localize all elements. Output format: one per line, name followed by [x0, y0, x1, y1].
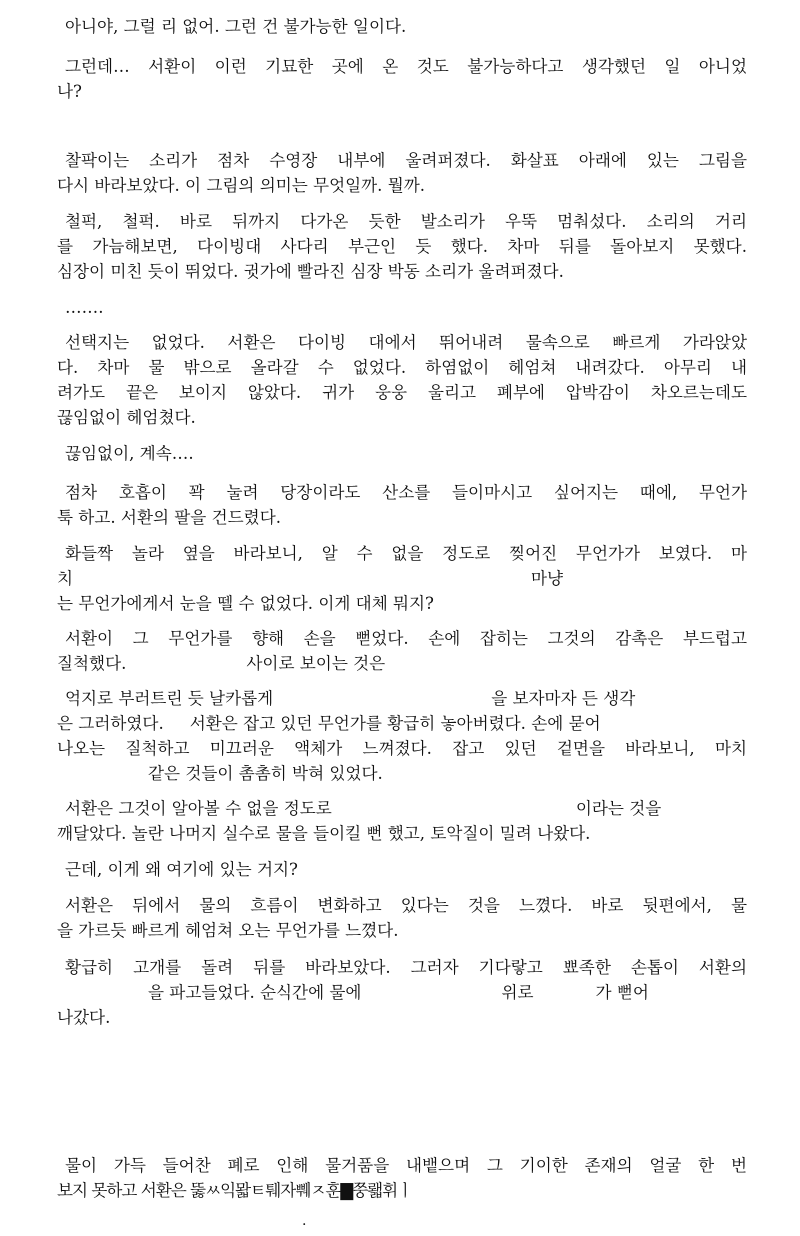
text-line	[57, 761, 747, 786]
text-fragment: 같은 것들이 촘촘히 박혀 있었다.	[148, 764, 383, 783]
text-line: 다. 차마 물 밖으로 올라갈 수 없었다. 하염없이 헤엄쳐 내려갔다. 아무리 내	[57, 358, 747, 377]
text-line: 나오는 질척하고 미끄러운 액체가 느껴졌다. 잡고 있던 겉면을 바라보니, 마치	[57, 739, 747, 758]
text-line: 선택지는 없었다. 서환은 다이빙 대에서 뛰어내려 물속으로 빠르게 가라앉았	[65, 333, 747, 352]
stray-period: .	[302, 1213, 307, 1229]
text-line: 툭 하고. 서환의 팔을 건드렸다.	[57, 508, 282, 527]
paragraph-6	[57, 330, 747, 430]
text-line-corrupted: 보지 못하고 서환은 뚫ㅆ익뫏ㅌ퉤자쀄ㅈ훈▇쭝뢟휘ㅣ	[57, 1181, 413, 1200]
text-fragment: 질척했다.	[57, 654, 127, 673]
text-fragment: 이라는 것을	[575, 799, 662, 818]
text-line: …….	[65, 298, 104, 317]
text-line: 나?	[57, 82, 82, 101]
paragraph-12	[57, 796, 747, 846]
text-fragment: 가 뻗어	[595, 983, 649, 1002]
paragraph-15	[57, 955, 747, 1030]
paragraph-13	[57, 857, 747, 882]
text-line-split	[57, 711, 747, 736]
text-fragment: 억지로 부러트린 듯 날카롭게	[65, 689, 274, 708]
text-fragment: 위로	[501, 983, 534, 1002]
text-line: 아니야, 그럴 리 없어. 그런 건 불가능한 일이다.	[65, 17, 407, 36]
paragraph-4	[57, 209, 747, 284]
text-line: 는 무언가에게서 눈을 뗄 수 없었다. 이게 대체 뭐지?	[57, 594, 434, 613]
text-line: 깨달았다. 놀란 나머지 실수로 물을 들이킬 뻔 했고, 토악질이 밀려 나왔다.	[57, 824, 591, 843]
paragraph-3	[57, 148, 747, 198]
text-line: 철퍽, 철퍽. 바로 뒤까지 다가온 듯한 발소리가 우뚝 멈춰섰다. 소리의 거리	[65, 212, 747, 231]
text-line-split	[57, 566, 747, 591]
text-fragment: 서환은 잡고 있던 무언가를 황급히 놓아버렸다. 손에 묻어	[189, 714, 601, 733]
text-fragment: 은 그러하였다.	[57, 714, 164, 733]
text-line: 다시 바라보았다. 이 그림의 의미는 무엇일까. 뭘까.	[57, 176, 426, 195]
text-line-split	[57, 651, 747, 676]
text-fragment: 사이로 보이는 것은	[246, 654, 386, 673]
text-line: 서환이 그 무언가를 향해 손을 뻗었다. 손에 잡히는 그것의 감촉은 부드럽고	[65, 629, 747, 648]
text-fragment: 을 보자마자 든 생각	[491, 689, 636, 708]
text-line: 을 가르듯 빠르게 헤엄쳐 오는 무언가를 느꼈다.	[57, 921, 399, 940]
paragraph-16	[57, 1153, 747, 1203]
paragraph-10	[57, 626, 747, 676]
text-fragment: 마냥	[531, 569, 564, 588]
text-line: 끊임없이 헤엄쳤다.	[57, 408, 196, 427]
text-line: 나갔다.	[57, 1008, 111, 1027]
text-line-split	[57, 980, 747, 1005]
text-fragment: 치	[57, 569, 74, 588]
paragraph-5	[57, 295, 747, 320]
paragraph-1	[57, 14, 747, 39]
paragraph-2	[57, 54, 747, 104]
text-line: 서환은 뒤에서 물의 흐름이 변화하고 있다는 것을 느꼈다. 바로 뒷편에서, 물	[65, 896, 747, 915]
text-line: 물이 가득 들어찬 폐로 인해 물거품을 내뱉으며 그 기이한 존재의 얼굴 한 번	[65, 1156, 747, 1175]
text-line: 를 가늠해보면, 다이빙대 사다리 부근인 듯 했다. 차마 뒤를 돌아보지 못했다.	[57, 237, 747, 256]
text-line: 찰팍이는 소리가 점차 수영장 내부에 울려퍼졌다. 화살표 아래에 있는 그림을	[65, 151, 747, 170]
text-line: 황급히 고개를 돌려 뒤를 바라보았다. 그러자 기다랗고 뾰족한 손톱이 서환의	[65, 958, 747, 977]
text-line-split	[57, 796, 747, 821]
text-line: 화들짝 놀라 옆을 바라보니, 알 수 없을 정도로 찢어진 무언가가 보였다. 마	[65, 544, 747, 563]
text-line: 점차 호흡이 꽉 눌려 당장이라도 산소를 들이마시고 싶어지는 때에, 무언가	[65, 483, 747, 502]
text-fragment: 을 파고들었다. 순식간에 물에	[148, 983, 362, 1002]
paragraph-9	[57, 541, 747, 616]
text-line: 근데, 이게 왜 여기에 있는 거지?	[65, 860, 298, 879]
paragraph-14	[57, 893, 747, 943]
text-line: 끊임없이, 계속….	[65, 444, 194, 463]
paragraph-7	[57, 441, 747, 466]
paragraph-8	[57, 480, 747, 530]
paragraph-11	[57, 686, 747, 786]
text-line: 그런데… 서환이 이런 기묘한 곳에 온 것도 불가능하다고 생각했던 일 아니었	[65, 57, 747, 76]
text-line: 심장이 미친 듯이 뛰었다. 귓가에 빨라진 심장 박동 소리가 울려퍼졌다.	[57, 262, 564, 281]
text-fragment: 서환은 그것이 알아볼 수 없을 정도로	[65, 799, 332, 818]
text-line-split	[57, 686, 747, 711]
text-line: 려가도 끝은 보이지 않았다. 귀가 웅웅 울리고 폐부에 압박감이 차오르는데도	[57, 383, 747, 402]
